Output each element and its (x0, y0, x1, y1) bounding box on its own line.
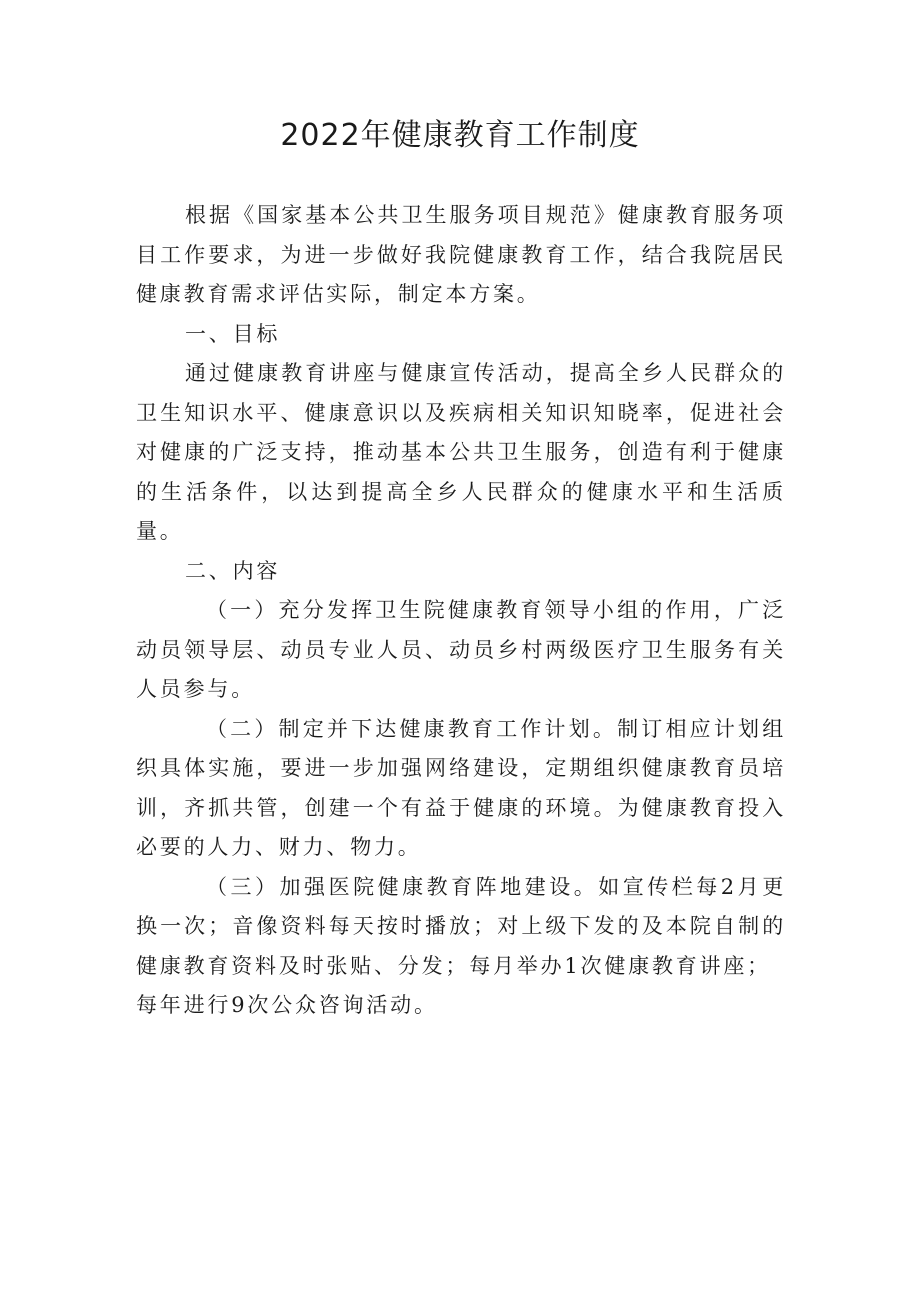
goals-paragraph: 通过健康教育讲座与健康宣传活动，提高全乡人民群众的卫生知识水平、健康意识以及疾病相关知识知晓率，促进社会对健康的广泛支持，推动基本公共卫生服务，创造有利于健康的生活条件，以达到提高全乡人民群众的健康水平和生活质量。 (136, 361, 786, 543)
intro-paragraph: 根据《国家基本公共卫生服务项目规范》健康教育服务项目工作要求，为进一步做好我院健康教育工作，结合我院居民健康教育需求评估实际，制定本方案。 (136, 203, 786, 306)
content-item-3: （三）加强医院健康教育阵地建设。如宣传栏每2月更换一次；音像资料每天按时播放；对上级下发的及本院自制的健康教育资料及时张贴、分发；每月举办1次健康教育讲座； (136, 874, 786, 978)
content-item-3-continuation: 每年进行9次公众咨询活动。 (136, 993, 438, 1017)
section-heading-content: 二、内容 (185, 558, 281, 583)
section-heading-goals: 一、目标 (185, 321, 281, 346)
document-title: 2022年健康教育工作制度 (280, 118, 640, 153)
document-body (136, 196, 786, 1026)
content-item-1: （一）充分发挥卫生院健康教育领导小组的作用，广泛动员领导层、动员专业人员、动员乡村两级医疗卫生服务有关人员参与。 (136, 598, 786, 701)
content-item-2: （二）制定并下达健康教育工作计划。制订相应计划组织具体实施，要进一步加强网络建设，定期组织健康教育员培训，齐抓共管，创建一个有益于健康的环境。为健康教育投入必要的人力、财力、物力。 (136, 716, 786, 859)
